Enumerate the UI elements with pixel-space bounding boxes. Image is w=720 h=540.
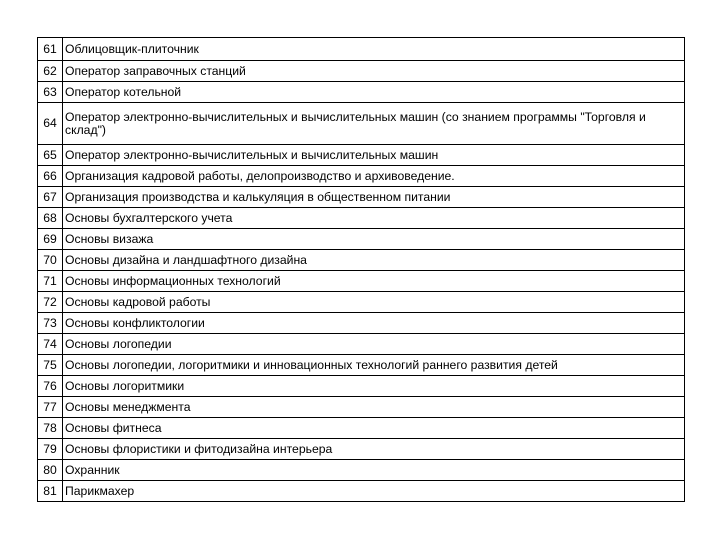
courses-table <box>37 37 685 502</box>
table-row <box>38 460 685 481</box>
row-number: 65 <box>38 145 63 166</box>
table-row <box>38 418 685 439</box>
table-row <box>38 439 685 460</box>
table-row <box>38 38 685 61</box>
course-name: Оператор котельной <box>63 82 685 103</box>
table-row <box>38 334 685 355</box>
course-name: Организация производства и калькуляция в общественном питании <box>63 187 685 208</box>
row-number: 61 <box>38 38 63 61</box>
table-row <box>38 229 685 250</box>
row-number: 73 <box>38 313 63 334</box>
course-name: Основы дизайна и ландшафтного дизайна <box>63 250 685 271</box>
row-number: 64 <box>38 103 63 145</box>
course-name: Оператор электронно-вычислительных и вычислительных машин <box>63 145 685 166</box>
course-name: Основы флористики и фитодизайна интерьера <box>63 439 685 460</box>
row-number: 81 <box>38 481 63 502</box>
course-name: Парикмахер <box>63 481 685 502</box>
course-name: Основы бухгалтерского учета <box>63 208 685 229</box>
course-name: Основы конфликтологии <box>63 313 685 334</box>
row-number: 75 <box>38 355 63 376</box>
row-number: 63 <box>38 82 63 103</box>
table-row <box>38 187 685 208</box>
row-number: 78 <box>38 418 63 439</box>
row-number: 77 <box>38 397 63 418</box>
row-number: 62 <box>38 61 63 82</box>
table-row <box>38 355 685 376</box>
table-row <box>38 82 685 103</box>
course-name: Основы логоритмики <box>63 376 685 397</box>
table-row <box>38 376 685 397</box>
table-row <box>38 61 685 82</box>
row-number: 70 <box>38 250 63 271</box>
course-name: Основы фитнеса <box>63 418 685 439</box>
table-row <box>38 103 685 145</box>
course-name: Основы кадровой работы <box>63 292 685 313</box>
row-number: 68 <box>38 208 63 229</box>
table-row <box>38 271 685 292</box>
table-row <box>38 481 685 502</box>
row-number: 74 <box>38 334 63 355</box>
course-name: Охранник <box>63 460 685 481</box>
row-number: 79 <box>38 439 63 460</box>
table-row <box>38 208 685 229</box>
table-row <box>38 166 685 187</box>
course-name: Облицовщик-плиточник <box>63 38 685 61</box>
table-row <box>38 397 685 418</box>
row-number: 76 <box>38 376 63 397</box>
course-name: Основы визажа <box>63 229 685 250</box>
row-number: 67 <box>38 187 63 208</box>
course-name: Основы менеджмента <box>63 397 685 418</box>
table-row <box>38 313 685 334</box>
row-number: 72 <box>38 292 63 313</box>
course-name: Оператор заправочных станций <box>63 61 685 82</box>
course-name: Основы логопедии <box>63 334 685 355</box>
row-number: 71 <box>38 271 63 292</box>
row-number: 80 <box>38 460 63 481</box>
course-name: Организация кадровой работы, делопроизводство и архивоведение. <box>63 166 685 187</box>
table-row <box>38 292 685 313</box>
course-name: Основы информационных технологий <box>63 271 685 292</box>
table-row <box>38 145 685 166</box>
table-row <box>38 250 685 271</box>
course-name: Оператор электронно-вычислительных и вычислительных машин (со знанием программы "Торговля и склад") <box>63 103 685 145</box>
row-number: 69 <box>38 229 63 250</box>
row-number: 66 <box>38 166 63 187</box>
course-name: Основы логопедии, логоритмики и инновационных технологий раннего развития детей <box>63 355 685 376</box>
